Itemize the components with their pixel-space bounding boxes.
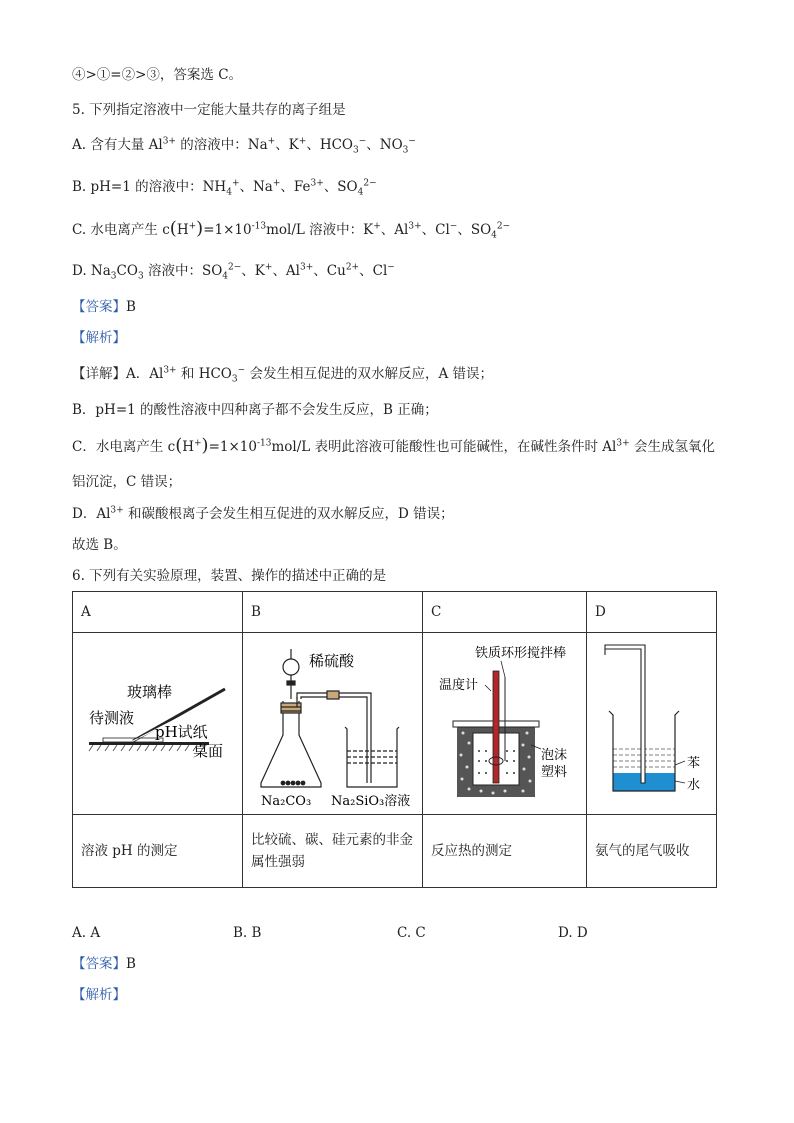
q5-analysis-tag: 【解析】 [72,330,126,346]
label-benzene: 苯 [687,756,701,771]
choice-a: A. A [72,925,101,941]
q5-option-d: D. $Na_3CO_3$ 溶液中：$SO_4^{2-}$、K+、$Al^{3+}$、$Cu^{2+}$、Cl− [72,262,395,282]
ammonia-absorption-diagram [595,633,708,810]
q5-option-c: C. 水电离产生 $c(H^+)=1\times 10^{-13}mol/L$ 溶液中：K+、$Al^{3+}$、Cl−、$SO_4^{2-}$ [72,218,511,241]
apparatus-c [423,633,587,815]
q6-stem: 6. 下列有关实验原理，装置、操作的描述中正确的是 [72,568,387,584]
label-thermometer: 温度计 [439,678,479,693]
apparatus-d [587,633,717,815]
label-table: 桌面 [193,742,224,760]
label-glass-rod: 玻璃棒 [127,683,173,701]
label-ph-paper: pH试纸 [155,723,208,741]
q5-detail-c: C．水电离产生 $c(H^+)=1\times 10^{-13}mol/L$ 表明此溶液可能酸性也可能碱性，在碱性条件时 $Al^{3+}$ 会生成氢氧化 [72,435,715,456]
desc-b: 比较硫、碳、硅元素的非金属性强弱 [243,815,423,888]
q5-detail-b: B．pH=1 的酸性溶液中四种离子都不会发生反应，B 正确； [72,402,438,418]
label-foam-1: 泡沫 [541,748,568,763]
gas-tube [605,645,645,783]
desc-a: 溶液 pH 的测定 [73,815,243,888]
q5-answer: 【答案】B [72,299,136,315]
header-d: D [587,592,717,633]
desc-d: 氨气的尾气吸收 [587,815,717,888]
table-surface [89,742,209,745]
label-water: 水 [687,778,701,793]
q5-detail-c-cont: 铝沉淀，C 错误； [72,474,182,490]
choice-b: B. B [233,925,262,941]
label-stirrer: 铁质环形搅拌棒 [475,646,567,661]
label-beaker: Na₂SiO₃溶液 [331,794,411,809]
apparatus-a [73,633,243,815]
desc-c: 反应热的测定 [423,815,587,888]
acid-strength-diagram [251,633,414,810]
apparatus-b [243,633,423,815]
q5-option-b: B. pH=1 的溶液中：$NH_4^+$、Na+、$Fe^{3+}$、$SO_4^{2-}$ [72,178,377,198]
calorimeter-diagram [431,633,578,810]
label-test-liquid: 待测液 [89,709,135,727]
q6-analysis-tag: 【解析】 [72,987,126,1003]
q5-detail-a: 【详解】A．$Al^{3+}$ 和 $HCO_3^-$ 会发生相互促进的双水解反应，A 错误； [72,365,493,385]
separatory-funnel [283,649,299,699]
q6-answer: 【答案】B [72,956,136,972]
conical-flask [261,697,321,787]
header-b: B [243,592,423,633]
choice-c: C. C [397,925,426,941]
delivery-tube [297,691,371,783]
q5-conclusion: 故选 B。 [72,537,127,553]
header-c: C [423,592,587,633]
beaker-b [345,727,399,787]
label-foam-2: 塑料 [541,765,568,780]
q6-table [72,591,717,888]
q5-detail-d: D．$Al^{3+}$ 和碳酸根离子会发生相互促进的双水解反应，D 错误； [72,505,454,522]
label-acid: 稀硫酸 [309,652,355,670]
q5-option-a: A. 含有大量 $Al^{3+}$ 的溶液中：Na+、K+、$HCO_3^-$、$NO_3^-$ [72,136,416,156]
thermometer [493,671,499,783]
solid-particles [281,781,306,786]
q4-answer-line: ④>①=②>③，答案选 C。 [72,67,243,83]
choice-d: D. D [558,925,588,941]
header-a: A [73,592,243,633]
q5-stem: 5. 下列指定溶液中一定能大量共存的离子组是 [72,102,346,118]
table-hatching [89,745,205,751]
ph-test-diagram [81,633,234,810]
label-flask: Na₂CO₃ [261,794,312,809]
